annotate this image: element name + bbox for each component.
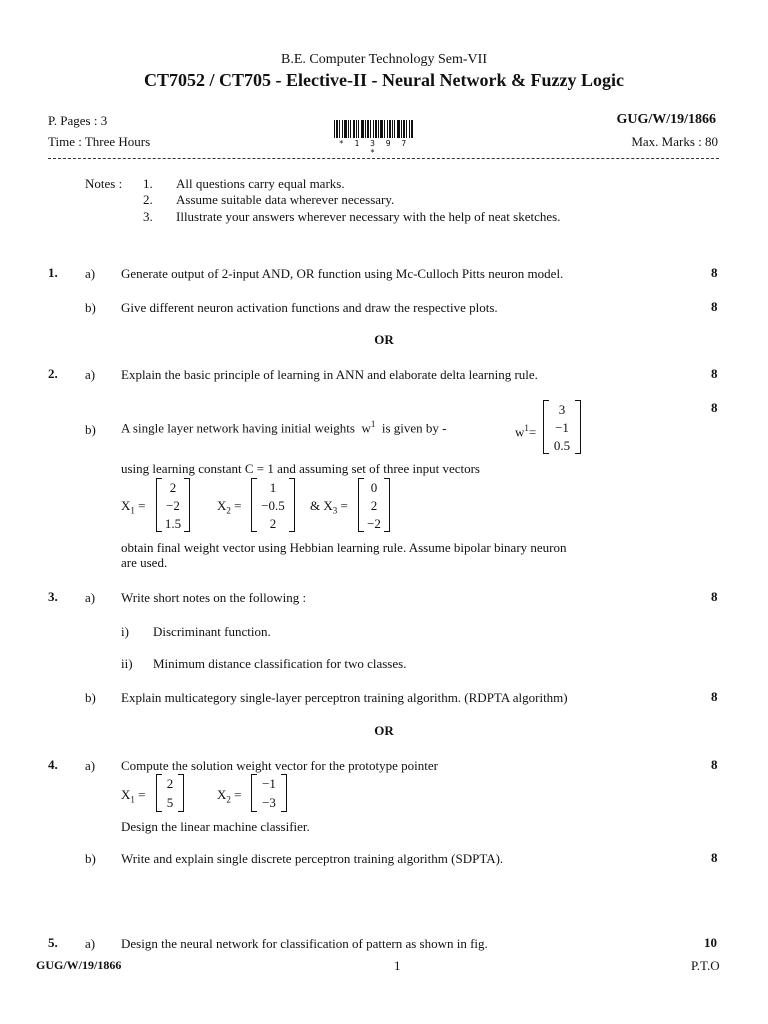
question-text: Generate output of 2-input AND, OR function using Mc-Culloch Pitts neuron model.	[121, 266, 564, 281]
matrix-cell: 0.5	[553, 437, 571, 453]
paper-title: CT7052 / CT705 - Elective-II - Neural Network & Fuzzy Logic	[144, 70, 624, 90]
matrix-cell: 2	[166, 776, 174, 791]
note-text: Illustrate your answers wherever necessary with the help of neat sketches.	[176, 209, 561, 224]
barcode-number: * 1 3 9 7 *	[338, 139, 410, 157]
input-vector-x2	[251, 478, 295, 532]
text-fragment: is given by -	[381, 420, 447, 436]
part-label: b)	[85, 422, 96, 437]
input-vector-x1	[156, 478, 190, 532]
part-label: b)	[85, 851, 96, 866]
subscript: 1	[130, 794, 135, 805]
prototype-vector-x1	[156, 774, 184, 812]
matrix-cell: −3	[262, 795, 276, 810]
matrix-cell: −2	[166, 497, 180, 513]
pto-label: P.T.O	[691, 958, 720, 973]
superscript: 1	[370, 419, 376, 429]
or-separator: OR	[374, 332, 394, 347]
pages-count: P. Pages : 3	[48, 113, 108, 128]
question-number: 2.	[48, 366, 58, 381]
matrix-cell: 3	[558, 401, 566, 417]
question-text: Design the neural network for classification of pattern as shown in fig.	[121, 936, 488, 951]
matrix-cell: −0.5	[261, 497, 285, 513]
part-label: a)	[85, 367, 96, 382]
input-vector-x3	[358, 478, 390, 532]
course-line: B.E. Computer Technology Sem-VII	[280, 52, 487, 67]
paper-code: GUG/W/19/1866	[616, 112, 716, 127]
question-text: Design the linear machine classifier.	[121, 819, 310, 834]
question-text	[121, 419, 447, 436]
note-number: 1.	[143, 176, 153, 191]
vector-label: $X_2$ =	[217, 787, 242, 805]
matrix-cell: 2	[370, 497, 378, 513]
matrix-cell: 2	[169, 479, 177, 495]
part-label: a)	[85, 758, 96, 773]
question-number: 5.	[48, 935, 58, 950]
vector-symbol: X	[121, 498, 131, 513]
matrix-cell: 1.5	[164, 515, 182, 531]
barcode-image	[334, 120, 414, 140]
text-fragment: A single layer network having initial weights	[121, 420, 355, 436]
notes-label: Notes :	[85, 176, 123, 191]
part-label: a)	[85, 936, 96, 951]
superscript: 1	[524, 423, 529, 433]
vector-symbol: X	[121, 787, 131, 802]
vector-label: $X_2$ =	[217, 498, 242, 516]
time-allowed: Time : Three Hours	[48, 134, 151, 149]
matrix-cell: −2	[367, 515, 381, 531]
question-text: Explain the basic principle of learning in ANN and elaborate delta learning rule.	[121, 367, 538, 382]
max-marks: Max. Marks : 80	[631, 134, 718, 149]
marks-value: 8	[711, 299, 718, 314]
weight-symbol: w	[361, 420, 371, 436]
subitem-number: i)	[121, 624, 129, 639]
question-text: Write short notes on the following :	[121, 590, 307, 605]
question-text: Compute the solution weight vector for the prototype pointer	[121, 758, 438, 773]
marks-value: 8	[711, 757, 718, 772]
vector-label: $X_1$ =	[121, 787, 146, 805]
marks-value: 8	[711, 689, 718, 704]
question-text: obtain final weight vector using Hebbian learning rule. Assume bipolar binary neuron	[121, 540, 567, 555]
subscript: 2	[226, 505, 231, 516]
question-number: 3.	[48, 589, 58, 604]
weight-vector-matrix	[543, 400, 581, 454]
note-number: 3.	[143, 209, 153, 224]
question-text: are used.	[121, 555, 168, 570]
matrix-cell: −1	[555, 419, 569, 435]
matrix-cell: 0	[370, 479, 378, 495]
subscript: 1	[130, 505, 135, 516]
vector-symbol: X	[217, 787, 227, 802]
part-label: b)	[85, 690, 96, 705]
equals-sign: =	[528, 424, 537, 440]
marks-value: 8	[711, 589, 718, 604]
matrix-cell: 1	[269, 479, 277, 495]
marks-value: 8	[711, 400, 718, 415]
question-text: using learning constant C = 1 and assuming set of three input vectors	[121, 461, 480, 476]
part-label: b)	[85, 300, 96, 315]
matrix-cell: 5	[166, 795, 174, 810]
question-text: Explain multicategory single-layer perceptron training algorithm. (RDPTA algorithm)	[121, 690, 568, 705]
prototype-vector-x2	[251, 774, 287, 812]
weight-equation-label	[515, 423, 536, 440]
footer-code: GUG/W/19/1866	[36, 958, 122, 972]
note-text: All questions carry equal marks.	[176, 176, 345, 191]
marks-value: 8	[711, 850, 718, 865]
subitem-text: Discriminant function.	[153, 624, 271, 639]
note-number: 2.	[143, 192, 153, 207]
question-text: Give different neuron activation functions and draw the respective plots.	[121, 300, 498, 315]
matrix-cell: −1	[262, 776, 276, 791]
vector-symbol: X	[217, 498, 227, 513]
subitem-text: Minimum distance classification for two classes.	[153, 656, 407, 671]
marks-value: 8	[711, 265, 718, 280]
page-number: 1	[394, 958, 401, 973]
note-text: Assume suitable data wherever necessary.	[176, 192, 395, 207]
marks-value: 10	[704, 935, 717, 950]
or-separator: OR	[374, 723, 394, 738]
question-number: 1.	[48, 265, 58, 280]
part-label: a)	[85, 590, 96, 605]
marks-value: 8	[711, 366, 718, 381]
weight-symbol: w	[515, 424, 525, 440]
vector-symbol: & X	[310, 498, 333, 513]
matrix-cell: 2	[269, 515, 277, 531]
subscript: 3	[332, 505, 338, 516]
part-label: a)	[85, 266, 96, 281]
question-text: Write and explain single discrete perceptron training algorithm (SDPTA).	[121, 851, 504, 866]
subscript: 2	[226, 794, 231, 805]
vector-label: $X_1$ =	[121, 498, 146, 516]
subitem-number: ii)	[121, 656, 133, 671]
vector-label: & $X_3$ =	[310, 498, 348, 516]
header-divider	[48, 158, 719, 159]
question-number: 4.	[48, 757, 58, 772]
